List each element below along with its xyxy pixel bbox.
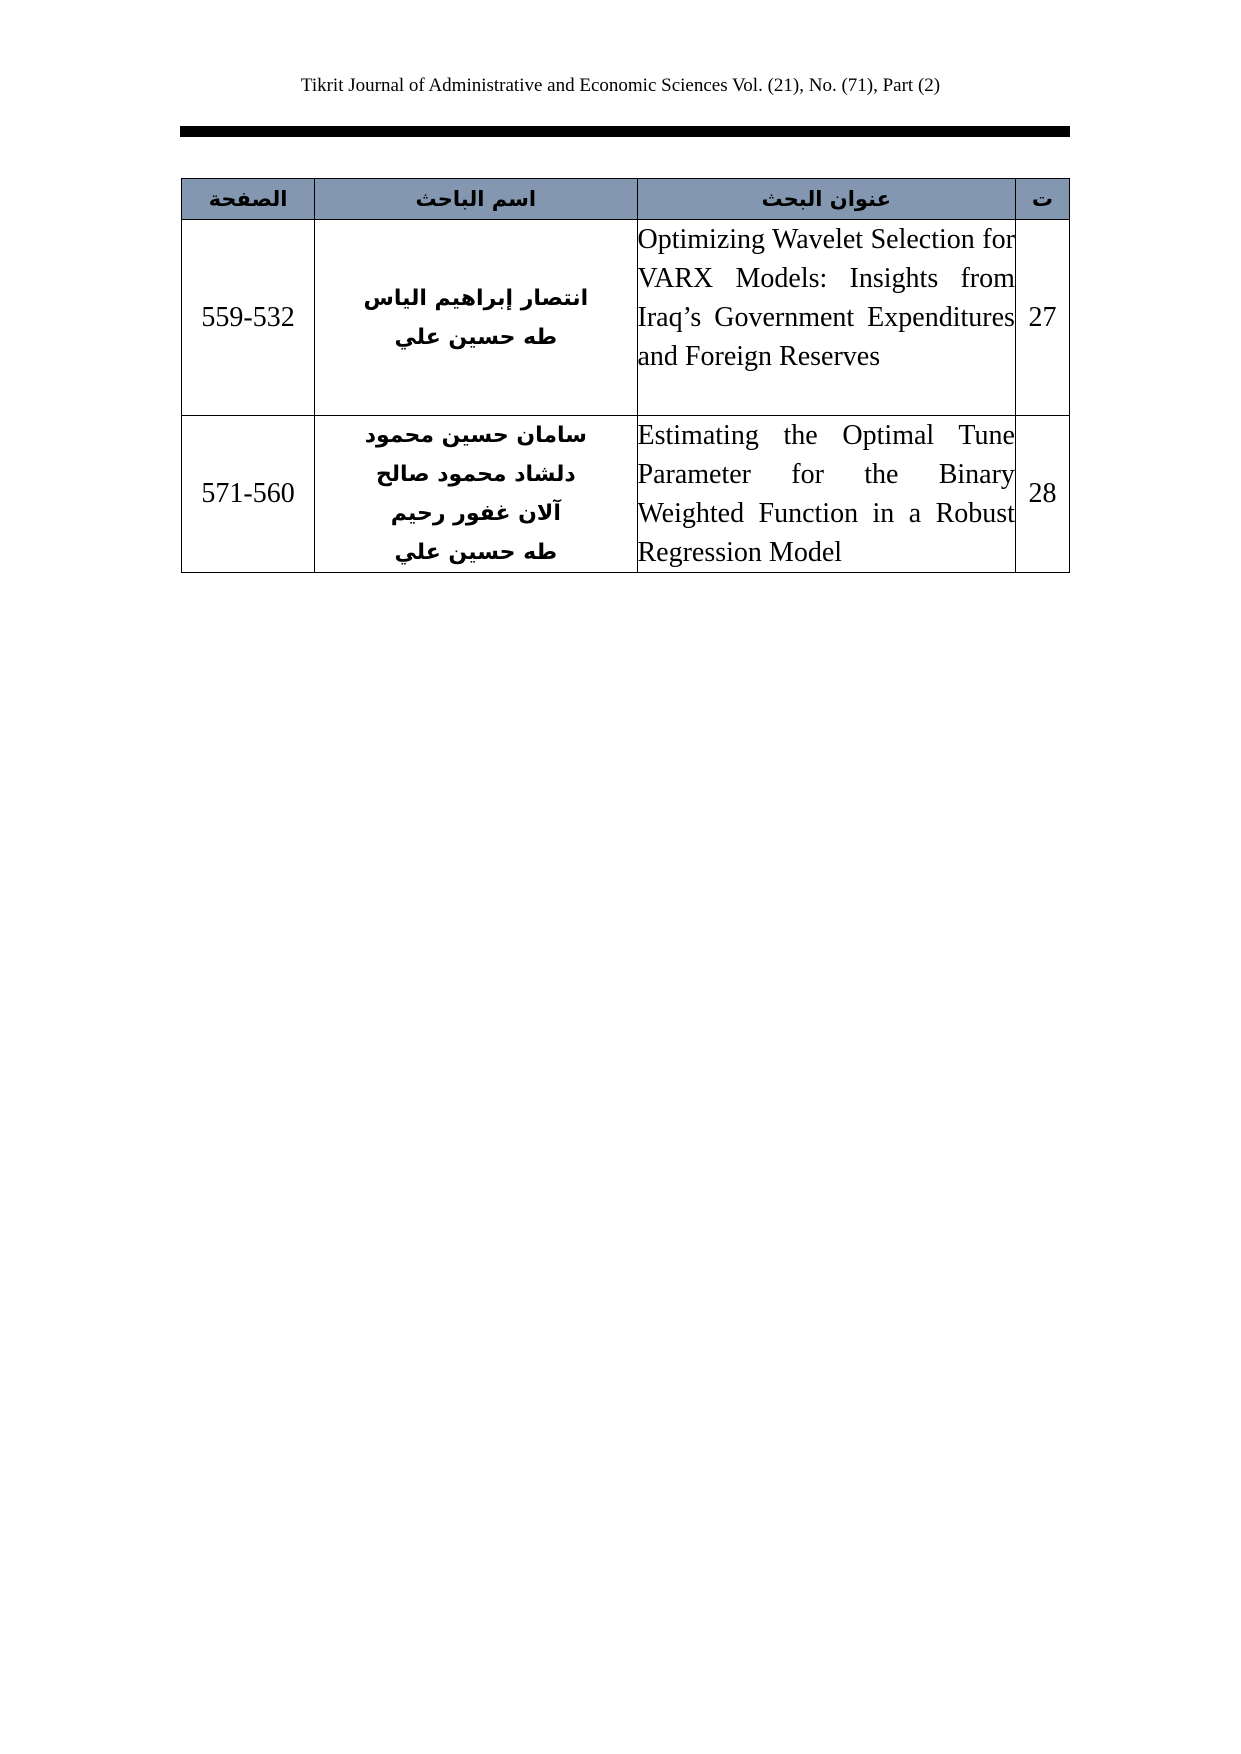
author-name: انتصار إبراهيم الياس [363, 285, 589, 311]
table-row [182, 416, 1070, 573]
author-name: آلان غفور رحيم [390, 501, 561, 526]
column-header-pages: الصفحة [182, 179, 315, 220]
author-name: طه حسين علي [394, 324, 558, 350]
table-row [182, 220, 1070, 416]
author-list [315, 220, 637, 416]
paper-title: Optimizing Wavelet Selection for VARX Models: Insights from Iraq’s Government Expenditures and Foreign Reserves [637, 220, 1015, 416]
header-rule [180, 126, 1070, 137]
column-header-title: عنوان البحث [637, 179, 1015, 220]
running-header: Tikrit Journal of Administrative and Economic Sciences Vol. (21), No. (71), Part (2) [300, 75, 941, 96]
author-name: سامان حسين محمود [364, 423, 587, 448]
paper-title: Estimating the Optimal Tune Parameter for the Binary Weighted Function in a Robust Regression Model [637, 416, 1015, 573]
row-number: 27 [1015, 220, 1069, 416]
author-name: طه حسين علي [394, 540, 558, 565]
row-number: 28 [1015, 416, 1069, 573]
page-range: 559-532 [182, 220, 315, 416]
column-header-number: ت [1015, 179, 1069, 220]
contents-table [181, 178, 1070, 573]
table-header-row [182, 179, 1070, 220]
page-range: 571-560 [182, 416, 315, 573]
column-header-authors: اسم الباحث [315, 179, 637, 220]
author-name: دلشاد محمود صالح [375, 462, 576, 487]
author-list [315, 416, 637, 573]
